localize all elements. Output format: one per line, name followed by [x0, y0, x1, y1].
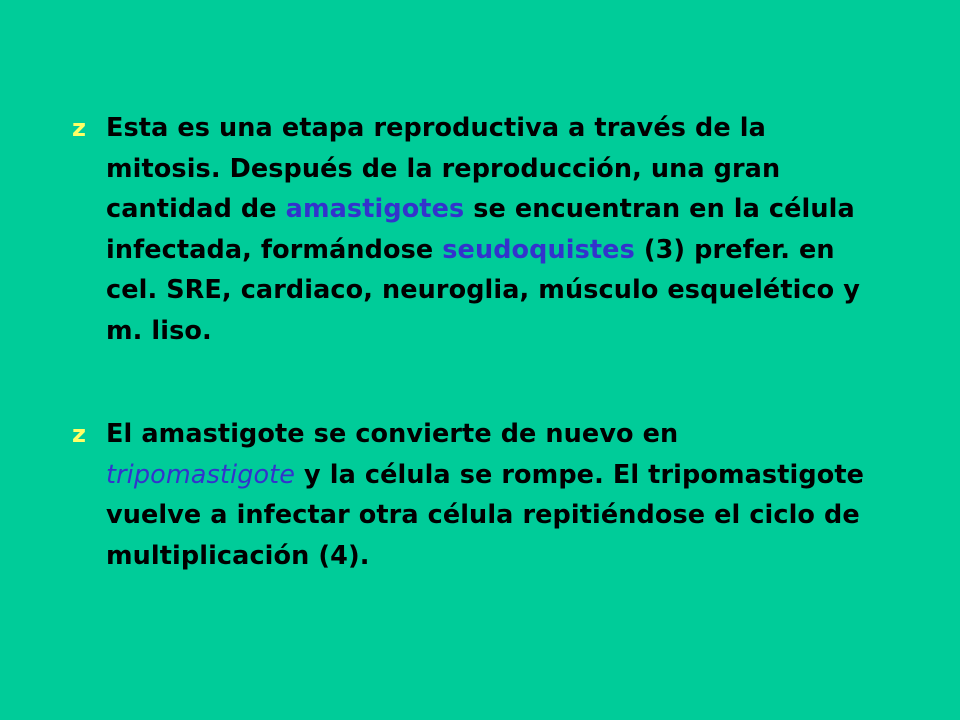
- text-segment: Esta es una etapa reproductiva a través de la mitosis. Después de la reproducción, una gran cantidad de: [106, 113, 781, 224]
- text-segment: (3) prefer. en cel. SRE, cardiaco, neuroglia, músculo esquelético y m. liso.: [106, 234, 860, 346]
- text-segment: El amastigote se convierte de nuevo en: [106, 419, 679, 449]
- text-segment: y la célula se rompe. El tripomastigote vuelve a infectar otra célula repitiéndose el ciclo de multiplicación (4).: [106, 459, 864, 571]
- bullet-text: [106, 414, 872, 576]
- bullet-marker-icon: z: [72, 114, 86, 142]
- highlighted-term: amastigotes: [285, 194, 465, 224]
- highlighted-term: tripomastigote: [106, 459, 296, 490]
- text-segment: se encuentran en la célula infectada, formándose: [106, 194, 855, 265]
- bullet-item: [72, 414, 872, 576]
- bullet-marker-icon: z: [72, 420, 86, 448]
- bullet-item: [72, 108, 872, 351]
- highlighted-term: seudoquistes: [442, 234, 635, 265]
- bullet-text: [106, 108, 872, 351]
